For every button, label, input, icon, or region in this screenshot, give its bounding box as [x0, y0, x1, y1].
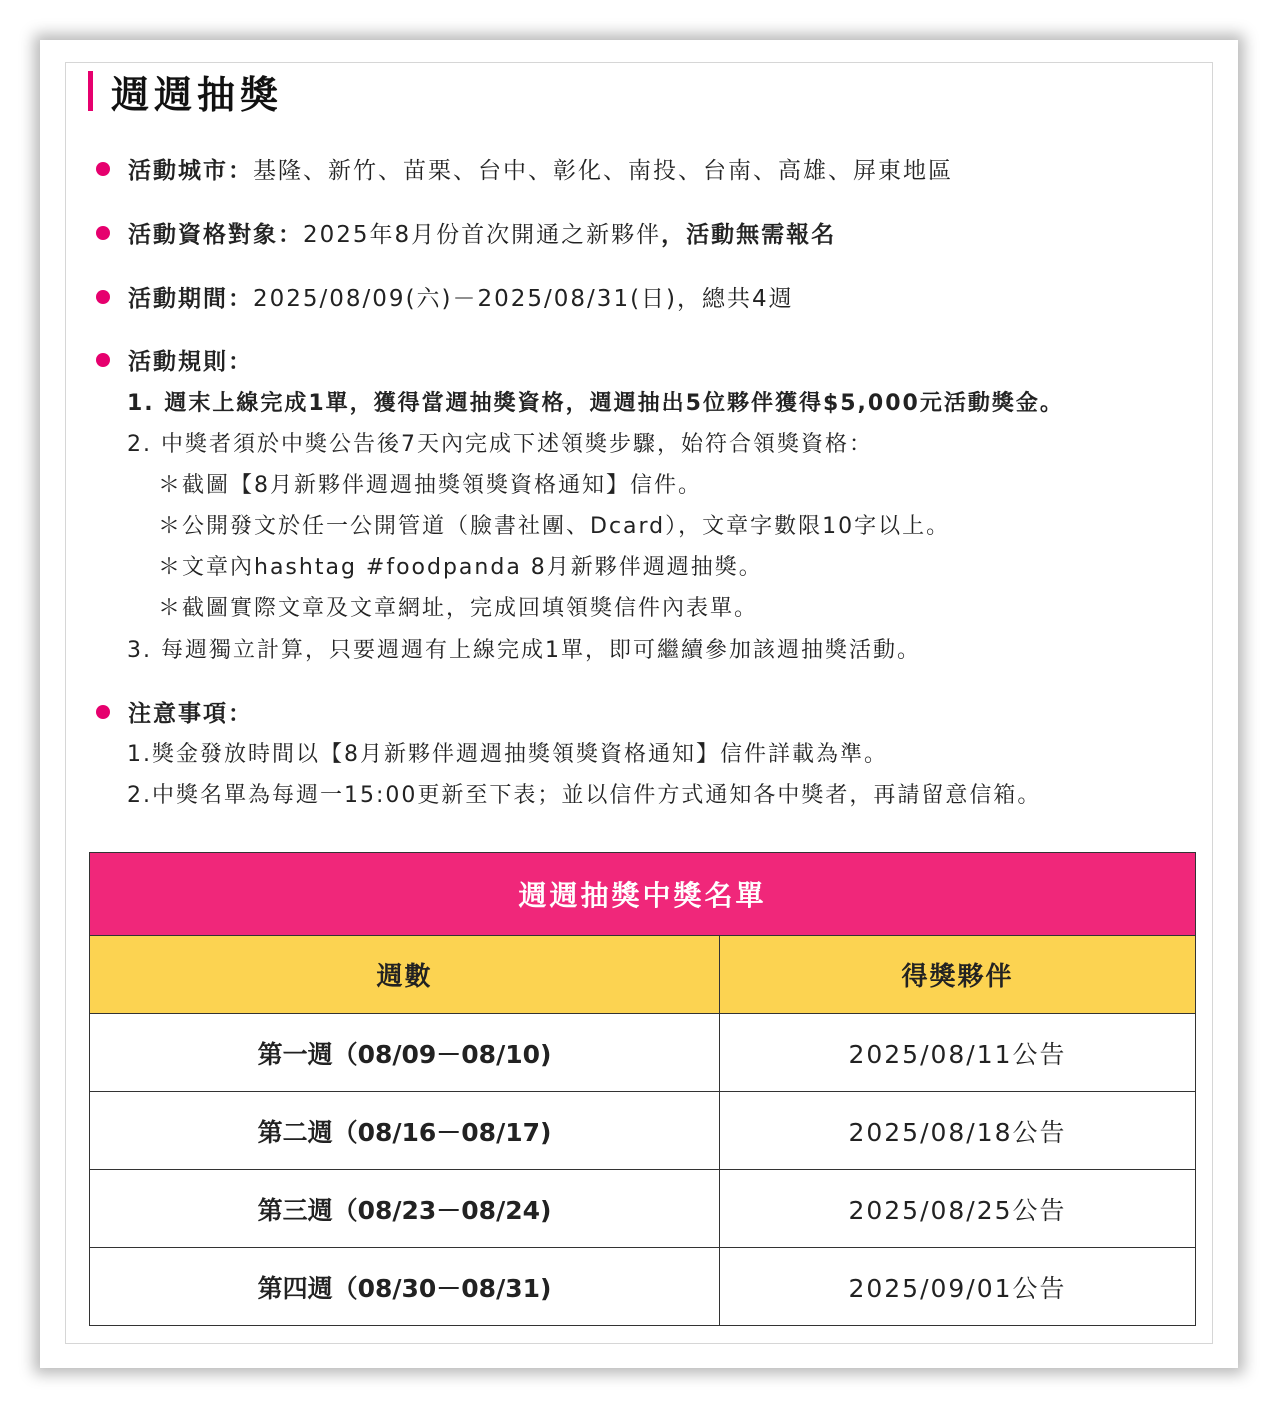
bullet-dot-icon — [96, 353, 110, 367]
week-cell: 第四週（08/30－08/31) — [90, 1248, 720, 1326]
announce-cell: 2025/08/18公告 — [720, 1092, 1196, 1170]
bullet-dot-icon — [96, 705, 110, 719]
table-row — [90, 1092, 1196, 1170]
city-value: 基隆、新竹、苗栗、台中、彰化、南投、台南、高雄、屏東地區 — [253, 158, 953, 184]
eligibility-note: ，活動無需報名 — [661, 222, 837, 248]
city-label: 活動城市： — [128, 158, 253, 184]
table-row — [90, 1170, 1196, 1248]
rules-label: 活動規則： — [128, 349, 253, 375]
notes-row — [96, 695, 253, 728]
rule-1: 1. 週末上線完成1單，獲得當週抽獎資格，週週抽出5位夥伴獲得$5,000元活動獎金。 — [127, 391, 1064, 416]
table-row — [90, 1014, 1196, 1092]
announce-cell: 2025/08/25公告 — [720, 1170, 1196, 1248]
table-header-row — [90, 936, 1196, 1014]
rule-3: 3. 每週獨立計算，只要週週有上線完成1單，即可繼續參加該週抽獎活動。 — [127, 638, 921, 663]
announce-cell: 2025/09/01公告 — [720, 1248, 1196, 1326]
winners-table — [89, 852, 1196, 1326]
rule-step-1: ＊截圖【8月新夥伴週週抽獎領獎資格通知】信件。 — [158, 473, 702, 498]
period-label: 活動期間： — [128, 286, 253, 312]
city-row — [96, 152, 953, 185]
column-header-winner: 得獎夥伴 — [720, 936, 1196, 1014]
note-2: 2.中獎名單為每週一15:00更新至下表；並以信件方式通知各中獎者，再請留意信箱。 — [127, 783, 1042, 808]
table-row — [90, 1248, 1196, 1326]
table-title-row — [90, 853, 1196, 936]
column-header-week: 週數 — [90, 936, 720, 1014]
bullet-dot-icon — [96, 226, 110, 240]
note-1: 1.獎金發放時間以【8月新夥伴週週抽獎領獎資格通知】信件詳載為準。 — [127, 742, 888, 767]
eligibility-value: 2025年8月份首次開通之新夥伴 — [303, 222, 662, 248]
bullet-dot-icon — [96, 162, 110, 176]
eligibility-row — [96, 216, 836, 249]
announce-cell: 2025/08/11公告 — [720, 1014, 1196, 1092]
notes-label: 注意事項： — [128, 701, 253, 727]
period-row — [96, 280, 794, 313]
rule-2: 2. 中獎者須於中獎公告後7天內完成下述領獎步驟，始符合領獎資格： — [127, 432, 873, 457]
table-title: 週週抽獎中獎名單 — [90, 853, 1196, 936]
page-title: 週週抽獎 — [111, 72, 284, 117]
rule-step-4: ＊截圖實際文章及文章網址，完成回填領獎信件內表單。 — [158, 596, 759, 621]
title-block — [88, 66, 283, 116]
week-cell: 第三週（08/23－08/24) — [90, 1170, 720, 1248]
title-accent-bar — [88, 71, 93, 111]
eligibility-label: 活動資格對象： — [128, 222, 303, 248]
rules-row — [96, 343, 253, 376]
rule-step-3: ＊文章內hashtag #foodpanda 8月新夥伴週週抽獎。 — [158, 555, 763, 580]
week-cell: 第二週（08/16－08/17) — [90, 1092, 720, 1170]
rule-step-2: ＊公開發文於任一公開管道（臉書社團、Dcard），文章字數限10字以上。 — [158, 514, 951, 539]
period-value: 2025/08/09(六)－2025/08/31(日)，總共4週 — [253, 286, 794, 312]
week-cell: 第一週（08/09－08/10) — [90, 1014, 720, 1092]
bullet-dot-icon — [96, 290, 110, 304]
